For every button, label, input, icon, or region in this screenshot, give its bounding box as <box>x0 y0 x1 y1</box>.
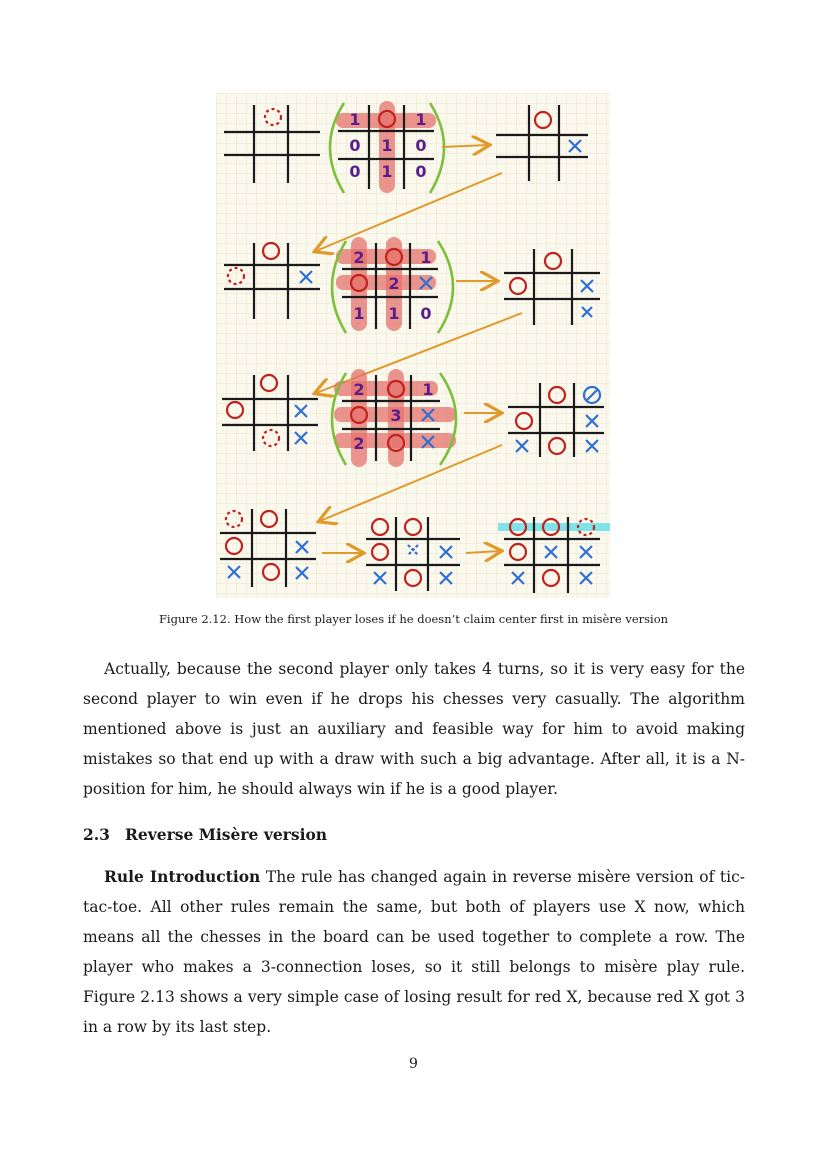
paragraph-lead: Rule Introduction <box>104 867 261 886</box>
purple-count: 2 <box>388 274 400 293</box>
paragraph-text: The rule has changed again in reverse misère version of tic-tac-toe. All other rules remain the same, but both of players use X now, which means all the chesses in the board can be used together to complete a row. The player who makes a 3-connection loses, so it still belongs to misère play rule. Figure 2.13 shows a very simple case of losing result for red X, because red X got 3 in a row by its last step. <box>83 868 746 1036</box>
purple-count: 2 <box>353 434 365 453</box>
purple-count: 2 <box>353 380 365 399</box>
purple-count: 0 <box>415 162 427 181</box>
purple-count: 1 <box>381 136 393 155</box>
purple-count: 1 <box>381 162 393 181</box>
purple-count: 1 <box>353 304 365 323</box>
figure-caption: Figure 2.12. How the first player loses if he doesn’t claim center first in misère version <box>158 612 669 626</box>
purple-count: 0 <box>415 136 427 155</box>
purple-count: 1 <box>415 110 427 129</box>
purple-count: 0 <box>349 136 361 155</box>
purple-count: 0 <box>349 162 361 181</box>
purple-count: 2 <box>353 248 365 267</box>
page-number: 9 <box>409 1056 418 1072</box>
purple-count: 1 <box>420 248 432 267</box>
purple-count: 1 <box>388 304 400 323</box>
body-paragraph <box>83 862 745 1042</box>
purple-count: 0 <box>420 304 432 323</box>
figure-tic-tac-toe-diagram <box>216 93 610 598</box>
section-title: Reverse Misère version <box>125 825 328 844</box>
purple-count: 3 <box>390 406 402 425</box>
body-paragraph: Actually, because the second player only takes 4 turns, so it is very easy for the second player to win even if he drops his chesses very casually. The algorithm mentioned above is just an auxiliary and feasible way for him to avoid making mistakes so that end up with a draw with such a big advantage. After all, it is a N-position for him, he should always win if he is a good player. <box>83 660 745 798</box>
purple-count: 1 <box>422 380 434 399</box>
section-number: 2.3 <box>83 825 110 844</box>
section-heading <box>83 825 327 844</box>
purple-count: 1 <box>349 110 361 129</box>
